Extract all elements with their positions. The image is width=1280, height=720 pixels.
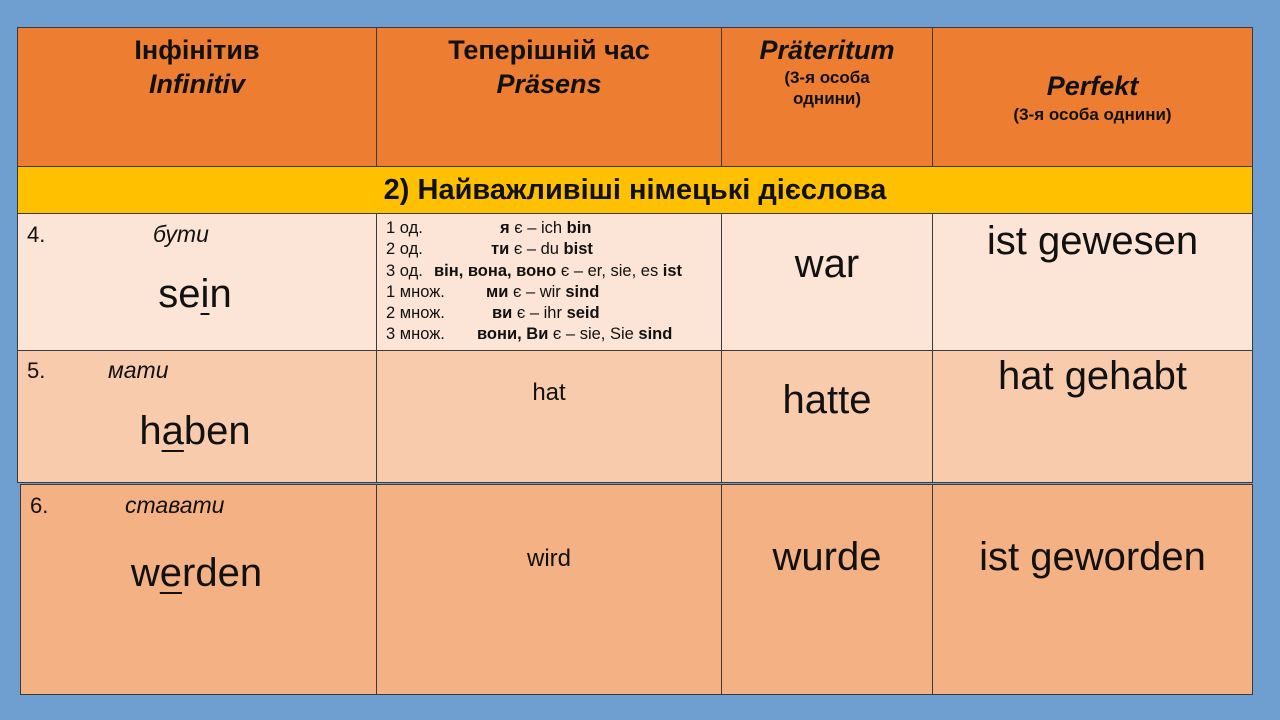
table-row	[18, 214, 1253, 351]
row-number: 4.	[27, 222, 46, 247]
header-preterite	[722, 28, 933, 167]
verb-de: haben	[139, 409, 251, 453]
header-row	[18, 28, 1253, 167]
header-present-de: Präsens	[496, 69, 602, 99]
table-row	[21, 485, 1253, 695]
conjugation-line: 1 множ. ми є – wir sind	[386, 282, 600, 301]
infinitive-cell	[21, 485, 377, 695]
verb-ua: мати	[108, 357, 169, 383]
verb-de: sein	[158, 272, 232, 316]
conjugation-cell	[377, 214, 722, 351]
header-preterite-de: Präteritum	[759, 35, 895, 65]
section-row	[18, 167, 1253, 214]
table-row	[18, 351, 1253, 483]
perfect-cell: ist gewesen	[933, 214, 1253, 351]
row-number: 5.	[27, 358, 46, 383]
infinitive-cell	[18, 214, 377, 351]
preterite-cell: hatte	[722, 351, 933, 483]
conjugation-line: 2 множ. ви є – ihr seid	[386, 304, 600, 323]
row-number: 6.	[30, 493, 49, 518]
header-infinitive	[18, 28, 377, 167]
header-perfect	[933, 28, 1253, 167]
header-present	[377, 28, 722, 167]
infinitive-cell	[18, 351, 377, 483]
conjugation-line: 1 од. я є – ich bin	[386, 219, 592, 237]
header-perfect-de: Perfekt	[1046, 71, 1139, 101]
present-cell: hat	[377, 351, 722, 483]
header-infinitive-ua: Інфінітив	[134, 35, 260, 65]
header-infinitive-de: Infinitiv	[149, 69, 245, 99]
verb-ua: бути	[153, 221, 209, 247]
preterite-cell: war	[722, 214, 933, 351]
verb-ua: ставати	[125, 492, 225, 518]
verb-de: werden	[130, 551, 263, 595]
present-cell: wird	[377, 485, 722, 695]
conjugation-line: 2 од. ти є – du bist	[386, 240, 593, 259]
perfect-cell: hat gehabt	[933, 351, 1253, 483]
header-present-ua: Теперішній час	[448, 35, 650, 65]
verb-table-continued	[20, 484, 1253, 695]
conjugation-line: 3 множ. вони, Ви є – sie, Sie sind	[386, 325, 673, 344]
header-perfect-note: (3-я особа однини)	[1013, 105, 1172, 124]
verb-table	[17, 27, 1253, 483]
section-title: 2) Найважливіші німецькі дієслова	[18, 167, 1253, 214]
conjugation-line: 3 од. він, вона, воно є – er, sie, es ist	[386, 261, 683, 280]
perfect-cell: ist geworden	[933, 485, 1253, 695]
preterite-cell: wurde	[722, 485, 933, 695]
header-preterite-note: (3-я особа однини)	[784, 68, 870, 108]
